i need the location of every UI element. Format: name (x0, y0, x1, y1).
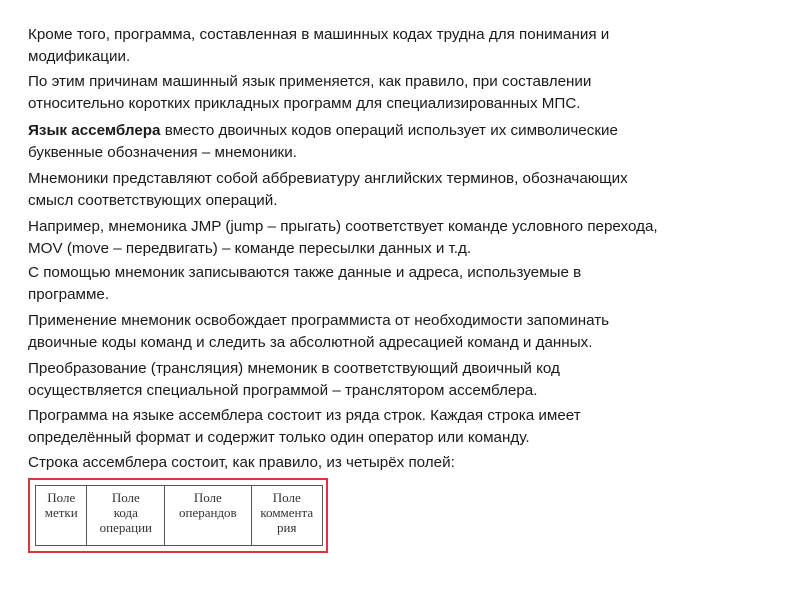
cell-line: Поле (193, 490, 222, 505)
paragraph-line: Применение мнемоник освобождает программиста от необходимости запоминать (28, 312, 610, 329)
paragraph-line: модификации. (28, 48, 131, 65)
table-cell-comment-field (251, 486, 322, 546)
paragraph-9 (28, 405, 778, 449)
cell-line: кода (113, 505, 138, 520)
table-cell-label-field (36, 486, 87, 546)
paragraph-line-rest: вместо двоичных кодов операций использует их символические (160, 122, 618, 139)
cell-line: операции (99, 520, 152, 535)
paragraph-line: Например, мнемоника JMP (jump – прыгать) соответствует команде условного перехода, (28, 218, 658, 235)
paragraph-6 (28, 262, 778, 306)
table-row (36, 486, 323, 546)
cell-line: метки (44, 505, 78, 520)
paragraph-1 (28, 24, 778, 68)
paragraph-5 (28, 216, 778, 260)
paragraph-line: MOV (move – передвигать) – команде пересылки данных и т.д. (28, 240, 472, 257)
paragraph-line: определённый формат и содержит только один оператор или команду. (28, 429, 530, 446)
paragraph-10 (28, 452, 778, 474)
paragraph-line: Преобразование (трансляция) мнемоник в соответствующий двоичный код (28, 360, 560, 377)
fields-table-frame (28, 478, 328, 553)
cell-line: Поле (47, 490, 76, 505)
table-cell-operands-field (165, 486, 251, 546)
paragraph-line: Программа на языке ассемблера состоит из ряда строк. Каждая строка имеет (28, 407, 581, 424)
paragraph-line: По этим причинам машинный язык применяется, как правило, при составлении (28, 73, 592, 90)
cell-line: операндов (178, 505, 237, 520)
paragraph-2 (28, 71, 778, 115)
paragraph-line: программе. (28, 286, 110, 303)
paragraph-line: двоичные коды команд и следить за абсолютной адресацией команд и данных. (28, 334, 593, 351)
paragraph-7 (28, 310, 778, 354)
paragraph-3 (28, 120, 778, 164)
cell-line: коммента (260, 505, 314, 520)
cell-line: Поле (272, 490, 301, 505)
paragraph-line: Кроме того, программа, составленная в машинных кодах трудна для понимания и (28, 26, 610, 43)
paragraph-line: буквенные обозначения – мнемоники. (28, 144, 297, 161)
paragraph-line: смысл соответствующих операций. (28, 192, 278, 209)
paragraph-line: Строка ассемблера состоит, как правило, из четырёх полей: (28, 454, 455, 471)
assembler-fields-table (35, 485, 323, 546)
table-cell-opcode-field (87, 486, 165, 546)
paragraph-line: осуществляется специальной программой – транслятором ассемблера. (28, 382, 538, 399)
cell-line: Поле (111, 490, 140, 505)
paragraph-4 (28, 168, 778, 212)
cell-line: рия (277, 520, 297, 535)
paragraph-8 (28, 358, 778, 402)
paragraph-line (28, 120, 778, 142)
paragraph-line: относительно коротких прикладных программ для специализированных МПС. (28, 95, 581, 112)
bold-term: Язык ассемблера (28, 122, 161, 139)
paragraph-line: С помощью мнемоник записываются также данные и адреса, используемые в (28, 264, 582, 281)
paragraph-line: Мнемоники представляют собой аббревиатуру английских терминов, обозначающих (28, 170, 628, 187)
